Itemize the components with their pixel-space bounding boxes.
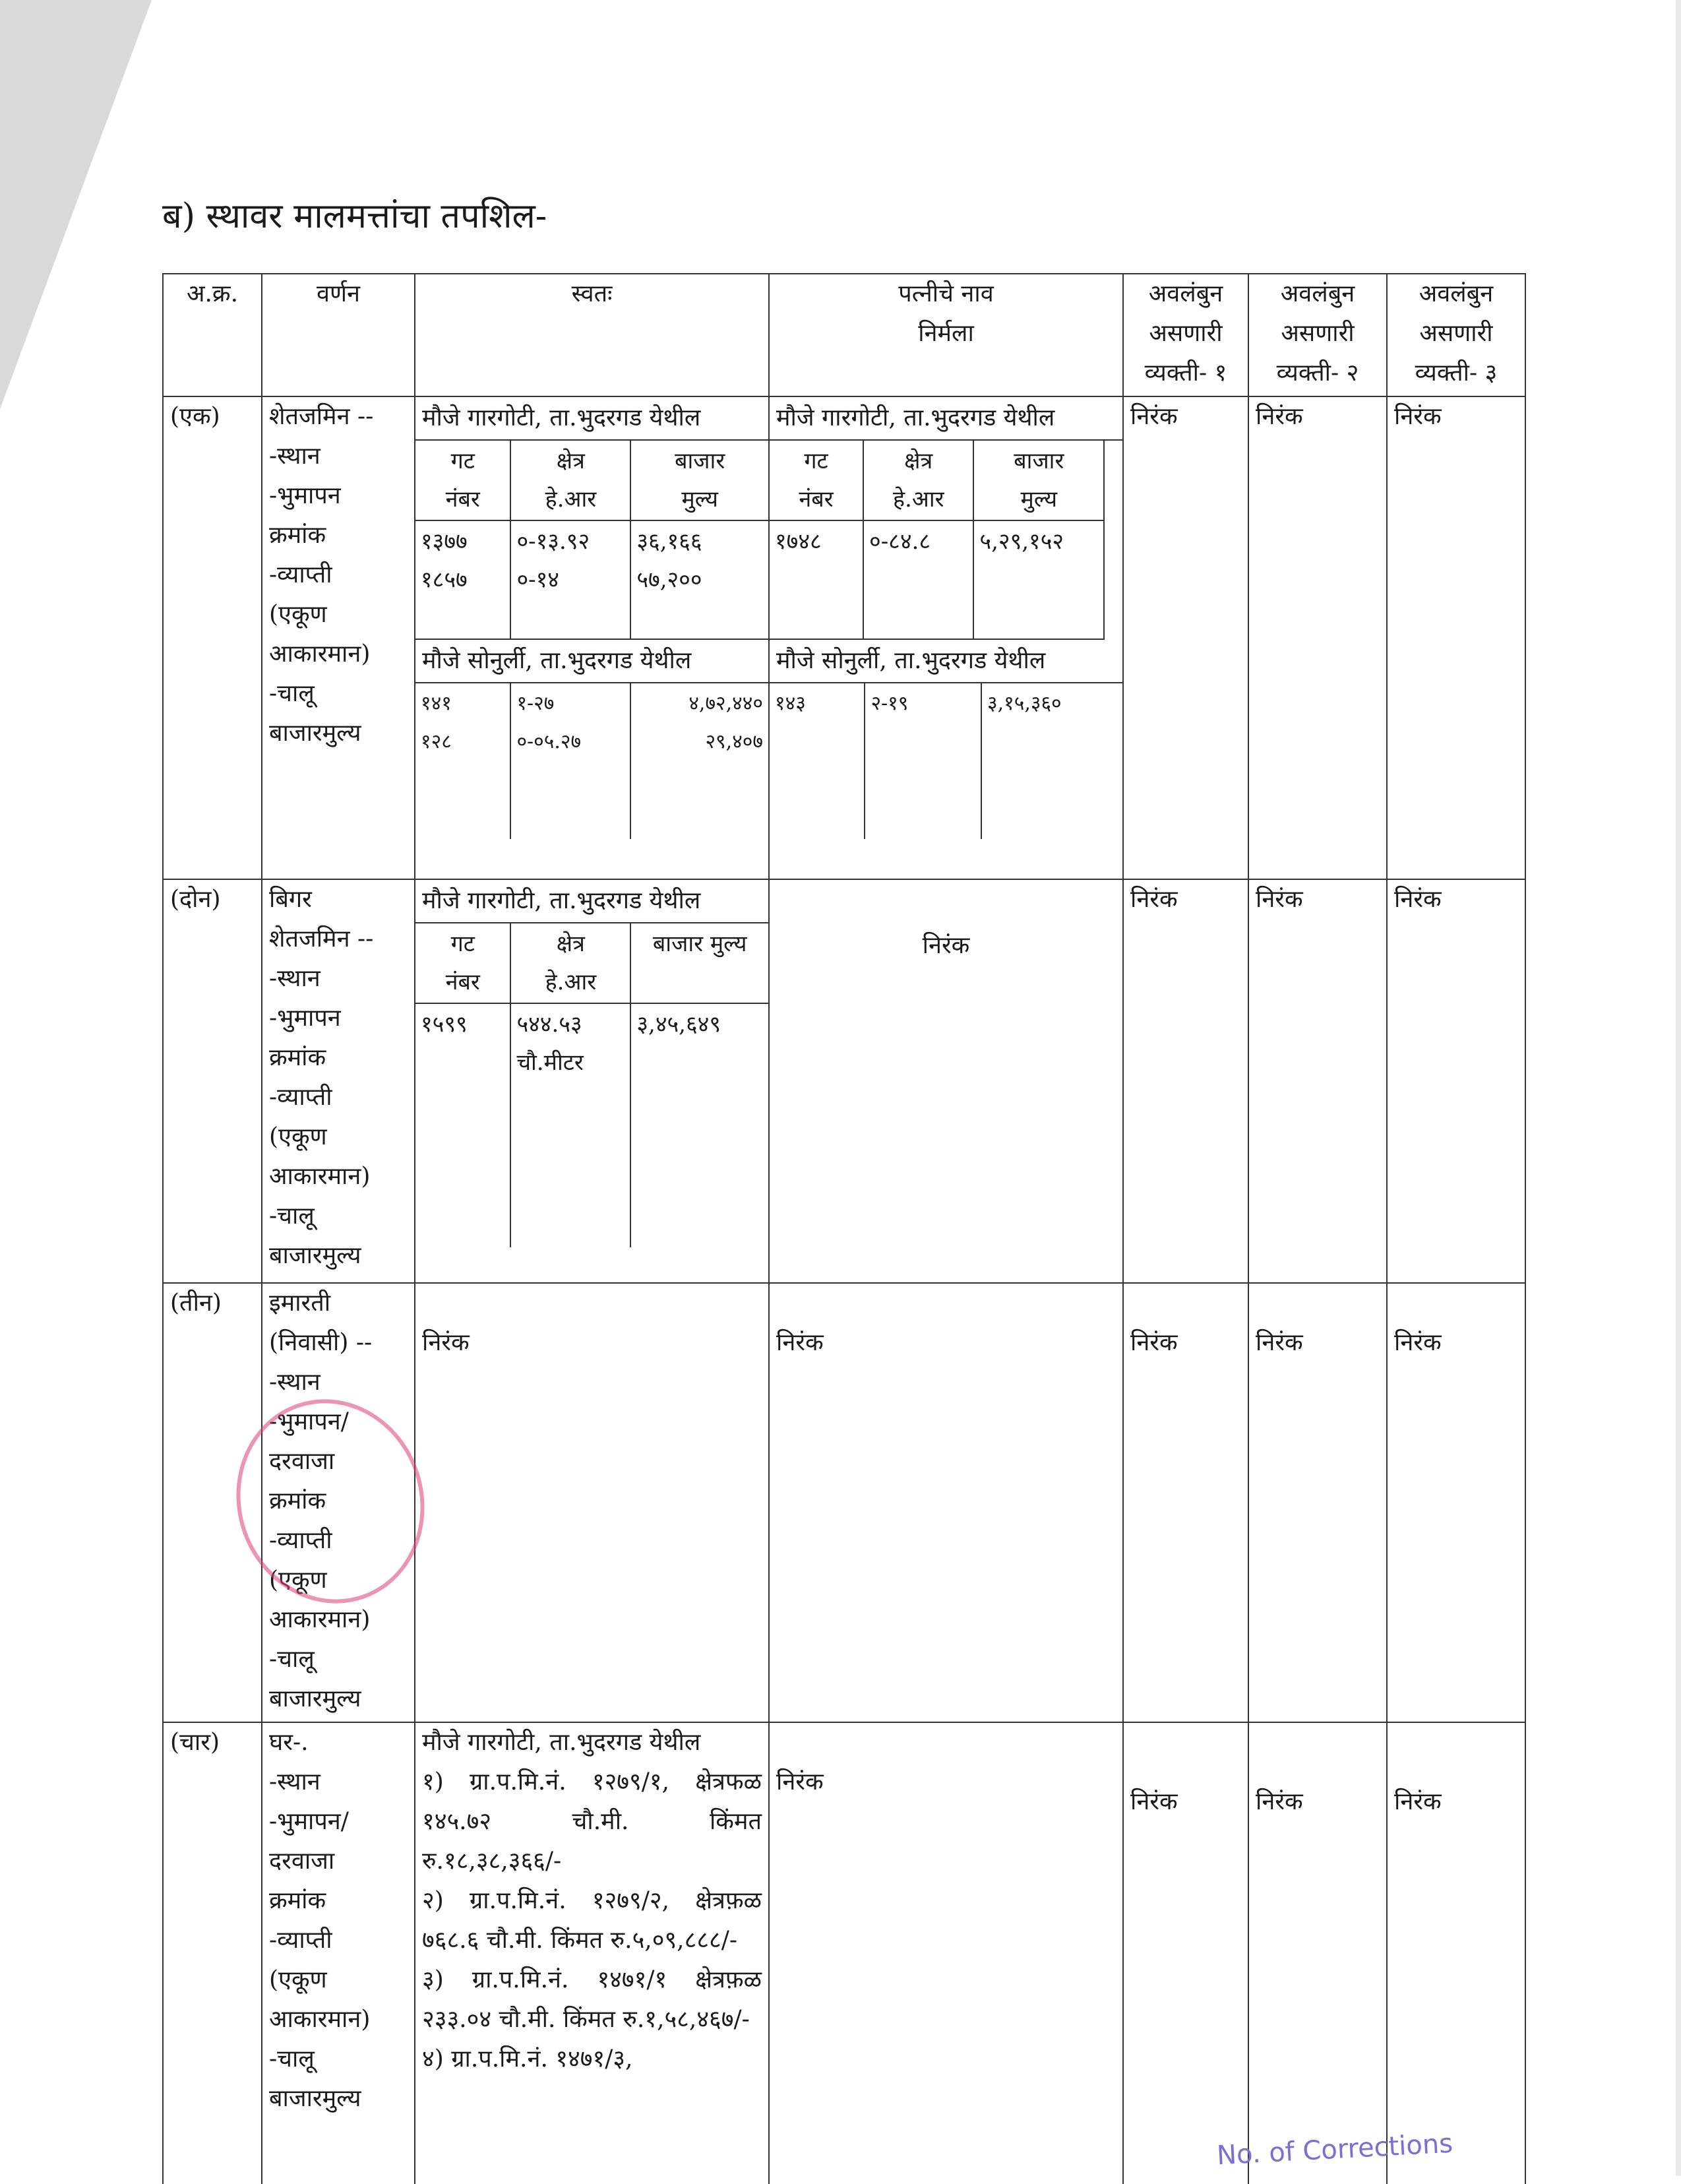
dep1-line1: अवलंबुन [1148, 280, 1223, 307]
gat-value: १५९९ [415, 1003, 510, 1247]
row3-dependent-2: निरंक [1248, 1283, 1387, 1722]
gat-values: १४१ १२८ [415, 683, 510, 839]
wife-location-gargoti: मौजे गारगोटी, ता.भुदरगड येथील [770, 397, 1122, 441]
self-location-gargoti: मौजे गारगोटी, ता.भुदरगड येथील [415, 880, 768, 923]
row1-sr: (एक) [163, 396, 262, 879]
area-number: ५४४.५३ [516, 1011, 582, 1038]
row2-sr: (दोन) [163, 879, 262, 1283]
desc-line: इमारती [269, 1290, 331, 1317]
row4-description [262, 1722, 415, 2184]
section-heading: ब) स्थावर मालमत्तांचा तपशिल- [162, 197, 547, 236]
desc-line: बाजारमुल्य [269, 2085, 361, 2112]
property-table [162, 273, 1526, 2184]
row1-self [415, 396, 769, 879]
desc-line: -चालू [269, 680, 315, 707]
desc-line: क्रमांक [269, 1487, 326, 1514]
desc-line: आकारमान) [269, 1606, 371, 1633]
desc-line: शेतजमिन -- [269, 403, 374, 430]
desc-line: -भुमापन [269, 482, 341, 509]
dep2-line1: अवलंबुन [1280, 280, 1355, 307]
value-value: ५,२९,१५२ [973, 520, 1104, 639]
self-location-gargoti: मौजे गारगोटी, ता.भुदरगड येथील [415, 397, 768, 441]
area-values: ०-१३.९२ ०-१४ [510, 520, 630, 639]
house-item-2: २) ग्रा.प.मि.नं. १२७९/२, क्षेत्रफ़ळ ७६८.६ चौ.मी. किंमत रु.५,०९,८८८/- [422, 1887, 762, 1954]
scan-edge-right [1676, 0, 1681, 2176]
self-location-sonurli: मौजे सोनुर्ली, ता.भुदरगड येथील [415, 640, 768, 683]
header-sr: अ.क्र. [163, 274, 262, 396]
wife-location-sonurli: मौजे सोनुर्ली, ता.भुदरगड येथील [770, 640, 1122, 683]
house-item-3: ३) ग्रा.प.मि.नं. १४७१/१ क्षेत्रफ़ळ २३३.०४ चौ.मी. किंमत रु.१,५८,४६७/- [422, 1966, 762, 2033]
area-value [510, 1003, 630, 1247]
row1-description [262, 396, 415, 879]
area-values: १-२७ ०-०५.२७ [510, 683, 630, 839]
area-value: २-१९ [865, 683, 981, 839]
desc-line: (एकूण [269, 1567, 327, 1594]
desc-line: घर-. [269, 1729, 309, 1756]
desc-line: आकारमान) [269, 1163, 371, 1190]
gat-value: १४३ [770, 683, 865, 839]
house-item-4: ४) ग्रा.प.मि.नं. १४७१/३, [422, 2045, 633, 2073]
desc-line: -भुमापन [269, 1005, 341, 1032]
row-house [163, 1722, 1525, 2184]
area-header: क्षेत्र हे.आर [510, 441, 630, 520]
dep2-line3: व्यक्ती- २ [1276, 359, 1359, 387]
header-dependent-1 [1123, 274, 1248, 396]
desc-line: -चालू [269, 1202, 315, 1230]
desc-line: बाजारमुल्य [269, 1242, 361, 1269]
header-wife [769, 274, 1123, 396]
desc-line: बाजारमुल्य [269, 1685, 361, 1712]
wife-subtable-sonurli [770, 683, 1122, 839]
desc-line: -भुमापन/ [269, 1808, 349, 1835]
dep1-line3: व्यक्ती- १ [1144, 359, 1227, 387]
dep2-line2: असणारी [1281, 320, 1355, 347]
row4-dependent-3: निरंक [1387, 1722, 1525, 2184]
gat-value: १७४८ [770, 520, 863, 639]
row1-dependent-1: निरंक [1123, 396, 1248, 879]
gat-header: गट नंबर [770, 441, 863, 520]
desc-line: -व्याप्ती [269, 561, 332, 588]
desc-line: (निवासी) -- [269, 1329, 373, 1356]
scan-shadow [0, 0, 152, 409]
house-location: मौजे गारगोटी, ता.भुदरगड येथील [422, 1729, 701, 1756]
gat-header: गट नंबर [415, 923, 510, 1003]
area-unit: चौ.मीटर [516, 1049, 584, 1076]
desc-line: बाजारमुल्य [269, 720, 361, 747]
dep3-line2: असणारी [1419, 320, 1493, 347]
desc-line: -व्याप्ती [269, 1084, 332, 1111]
row2-wife: निरंक [769, 879, 1123, 1283]
area-header: क्षेत्र हे.आर [863, 441, 973, 520]
self-subtable-sonurli [415, 683, 768, 839]
header-description: वर्णन [262, 274, 415, 396]
desc-line: -स्थान [269, 965, 321, 992]
desc-line: (एकूण [269, 1966, 327, 1993]
value-header: बाजार मुल्य [630, 923, 768, 1003]
desc-line: आकारमान) [269, 640, 371, 668]
desc-line: -स्थान [269, 1768, 321, 1795]
value-header: बाजार मुल्य [630, 441, 768, 520]
value-values: ३६,१६६ ५७,२०० [630, 520, 768, 639]
desc-line: दरवाजा [269, 1448, 335, 1475]
header-dependent-3 [1387, 274, 1525, 396]
header-row [163, 274, 1525, 396]
desc-line: -व्याप्ती [269, 1927, 332, 1954]
row3-sr: (तीन) [163, 1283, 262, 1722]
desc-line: (एकूण [269, 1123, 327, 1150]
row1-wife [769, 396, 1123, 879]
row-non-agricultural-land [163, 879, 1525, 1283]
row3-dependent-3: निरंक [1387, 1283, 1525, 1722]
desc-line: -स्थान [269, 443, 321, 470]
row3-wife: निरंक [769, 1283, 1123, 1722]
row3-dependent-1: निरंक [1123, 1283, 1248, 1722]
row2-dependent-1: निरंक [1123, 879, 1248, 1283]
desc-line: बिगर [269, 886, 312, 913]
wife-subtable-gargoti [770, 441, 1105, 640]
desc-line: -भुमापन/ [269, 1408, 349, 1435]
row1-dependent-3: निरंक [1387, 396, 1525, 879]
desc-line: -स्थान [269, 1369, 321, 1396]
desc-line: (एकूण [269, 601, 327, 628]
desc-line: क्रमांक [269, 1044, 326, 1071]
row3-self: निरंक [415, 1283, 769, 1722]
row2-dependent-2: निरंक [1248, 879, 1387, 1283]
desc-line: -चालू [269, 2045, 315, 2073]
row-agricultural-land [163, 396, 1525, 879]
row4-sr: (चार) [163, 1722, 262, 2184]
desc-line: क्रमांक [269, 522, 326, 549]
value-value: ३,४५,६४९ [630, 1003, 768, 1247]
desc-line: -व्याप्ती [269, 1527, 332, 1554]
row2-description [262, 879, 415, 1283]
desc-line: -चालू [269, 1646, 315, 1673]
row2-self [415, 879, 769, 1283]
dep3-line3: व्यक्ती- ३ [1415, 359, 1498, 387]
self-subtable-gargoti [415, 441, 768, 640]
row4-wife: निरंक [769, 1722, 1123, 2184]
desc-line: क्रमांक [269, 1887, 326, 1914]
house-item-1: १) ग्रा.प.मि.नं. १२७९/१, क्षेत्रफळ १४५.७२ चौ.मी. किंमत रु.१८,३८,३६६/- [422, 1768, 762, 1875]
corrections-stamp: No. of Corrections [1216, 2128, 1454, 2171]
desc-line: शेतजमिन -- [269, 925, 374, 952]
desc-line: आकारमान) [269, 2006, 371, 2033]
area-value: ०-८४.८ [863, 520, 973, 639]
gat-values: १३७७ १८५७ [415, 520, 510, 639]
value-value: ३,१५,३६० [981, 683, 1122, 839]
desc-line: दरवाजा [269, 1848, 335, 1875]
area-header: क्षेत्र हे.आर [510, 923, 630, 1003]
value-values: ४,७२,४४० २९,४०७ [630, 683, 768, 839]
row1-dependent-2: निरंक [1248, 396, 1387, 879]
row4-dependent-1: निरंक [1123, 1722, 1248, 2184]
value-header: बाजार मुल्य [973, 441, 1104, 520]
row4-dependent-2: निरंक [1248, 1722, 1387, 2184]
header-self: स्वतः [415, 274, 769, 396]
row2-dependent-3: निरंक [1387, 879, 1525, 1283]
header-wife-label: पत्नीचे नाव [898, 280, 994, 307]
row4-self [415, 1722, 769, 2184]
dep3-line1: अवलंबुन [1419, 280, 1494, 307]
header-wife-name: निर्मला [918, 320, 974, 347]
header-dependent-2 [1248, 274, 1387, 396]
gat-header: गट नंबर [415, 441, 510, 520]
self-subtable-nonagri [415, 923, 768, 1247]
dep1-line2: असणारी [1149, 320, 1223, 347]
